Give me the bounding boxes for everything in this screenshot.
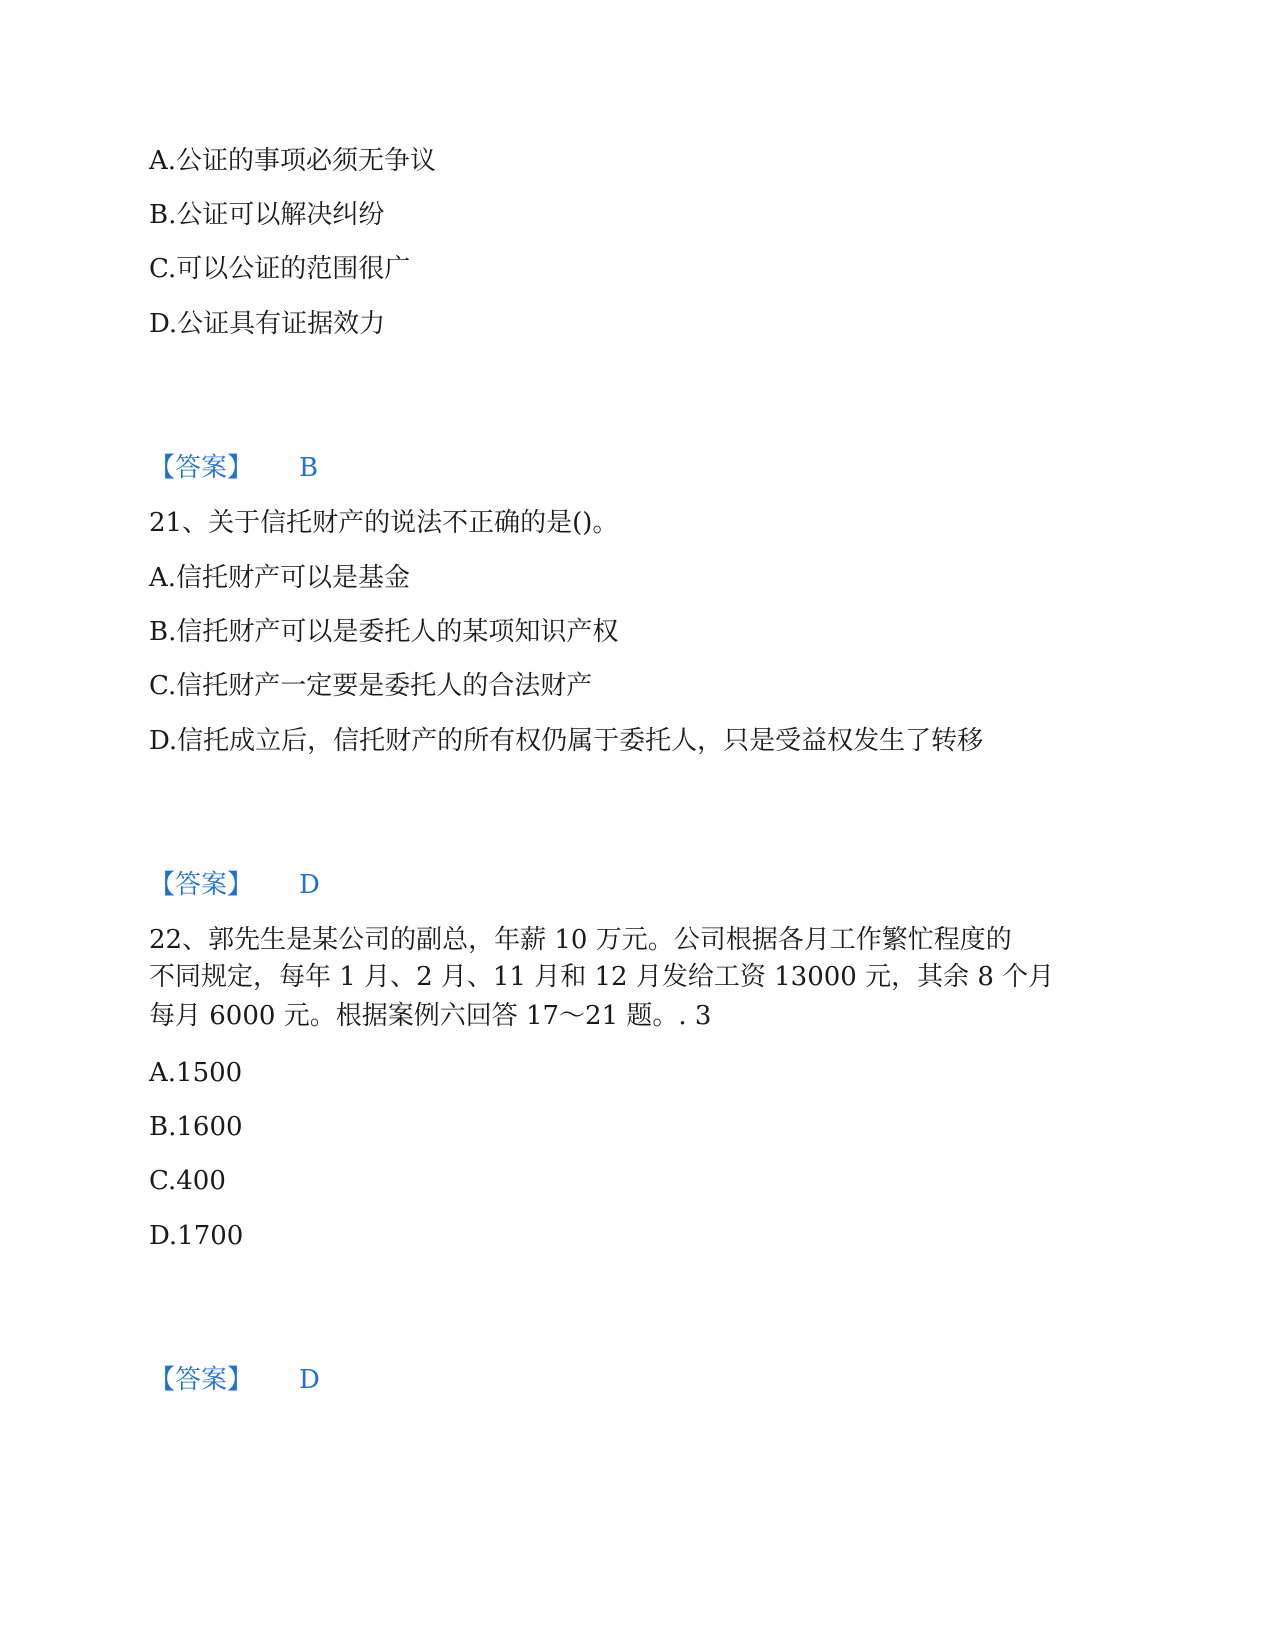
q20-option-c: C.可以公证的范围很广	[149, 254, 411, 284]
q20-option-d: D.公证具有证据效力	[149, 309, 386, 339]
q21-option-b: B.信托财产可以是委托人的某项知识产权	[149, 617, 619, 647]
q20-answer	[149, 451, 318, 485]
answer-label: 【答案】	[149, 453, 254, 483]
q21-option-c: C.信托财产一定要是委托人的合法财产	[149, 671, 593, 701]
q20-option-b: B.公证可以解决纠纷	[149, 200, 385, 230]
answer-value: D	[299, 870, 320, 900]
answer-label: 【答案】	[149, 870, 254, 900]
q22-option-c: C.400	[149, 1166, 226, 1196]
q21-answer	[149, 868, 320, 902]
q22-stem-line-3: 每月 6000 元。根据案例六回答 17～21 题。. 3	[149, 1001, 712, 1031]
q21-stem: 21、关于信托财产的说法不正确的是()。	[149, 508, 619, 538]
q21-option-a: A.信托财产可以是基金	[149, 563, 411, 593]
q22-answer	[149, 1363, 320, 1397]
q22-stem-line-2: 不同规定，每年 1 月、2 月、11 月和 12 月发给工资 13000 元，其余 8 个月	[149, 962, 1055, 992]
q21-option-d: D.信托成立后，信托财产的所有权仍属于委托人，只是受益权发生了转移	[149, 726, 984, 756]
q22-option-a: A.1500	[149, 1058, 243, 1088]
q22-stem-line-1: 22、郭先生是某公司的副总，年薪 10 万元。公司根据各月工作繁忙程度的	[149, 925, 1012, 955]
answer-value: D	[299, 1365, 320, 1395]
q22-option-b: B.1600	[149, 1112, 243, 1142]
answer-label: 【答案】	[149, 1365, 254, 1395]
answer-value: B	[299, 453, 319, 483]
q22-option-d: D.1700	[149, 1221, 244, 1251]
q20-option-a: A.公证的事项必须无争议	[149, 146, 437, 176]
